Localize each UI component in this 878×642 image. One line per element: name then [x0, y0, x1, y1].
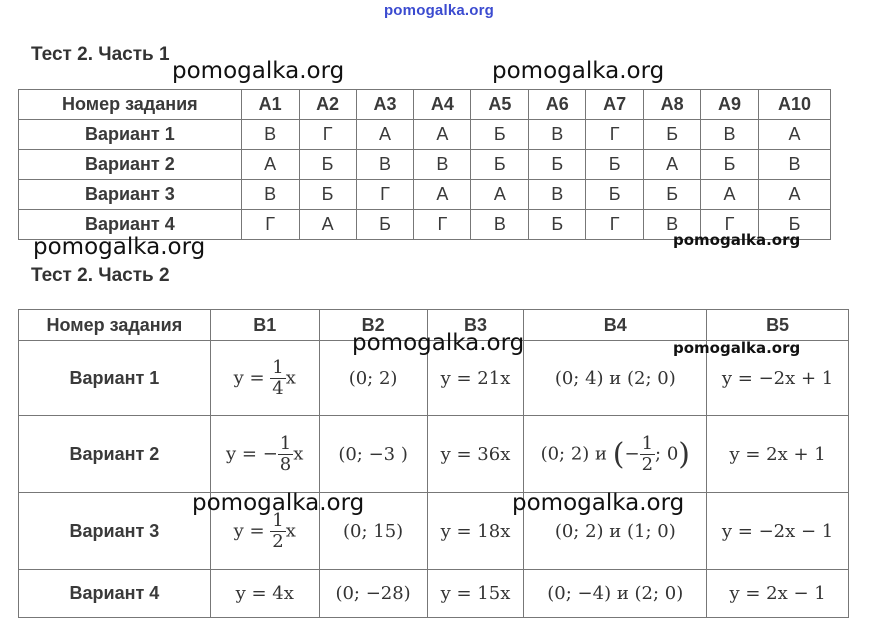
- point-tail: ; 0: [655, 443, 679, 464]
- top-watermark: pomogalka.org: [383, 2, 495, 19]
- open-paren: (: [612, 436, 625, 472]
- variant-label: Вариант 4: [19, 570, 211, 618]
- header-cell: B1: [210, 310, 319, 341]
- fraction-denominator: 2: [641, 453, 654, 475]
- watermark: pomogalka.org: [673, 339, 801, 357]
- variant-label: Вариант 3: [19, 180, 242, 210]
- header-cell: A2: [299, 90, 356, 120]
- answer-cell: В: [471, 210, 529, 240]
- answer-cell: Б: [586, 180, 644, 210]
- answer-cell: В: [701, 120, 759, 150]
- watermark: pomogalka.org: [172, 58, 345, 84]
- fraction-numerator: 1: [272, 509, 284, 531]
- header-cell: A9: [701, 90, 759, 120]
- answer-cell: В: [356, 150, 414, 180]
- fraction: [640, 434, 655, 475]
- answer-cell-b1: [210, 341, 319, 416]
- table-row: [19, 416, 849, 493]
- header-cell: B2: [319, 310, 427, 341]
- fraction-denominator: 4: [272, 377, 284, 399]
- point-text: (0; 2) и: [540, 443, 613, 464]
- table-row: [19, 180, 831, 210]
- answer-cell: В: [758, 150, 830, 180]
- header-cell: B5: [707, 310, 849, 341]
- answer-cell: А: [414, 120, 471, 150]
- watermark: pomogalka.org: [492, 58, 665, 84]
- answer-cell-b4: (0; 2) и (1; 0): [524, 493, 707, 570]
- answer-cell: В: [414, 150, 471, 180]
- variant-label: Вариант 4: [19, 210, 242, 240]
- answer-cell: Б: [356, 210, 414, 240]
- answer-cell: Г: [701, 210, 759, 240]
- fraction-denominator: 2: [272, 530, 284, 552]
- equation-suffix: x: [293, 443, 304, 464]
- watermark: pomogalka.org: [512, 490, 685, 516]
- answer-cell-b3: y = 18x: [427, 493, 524, 570]
- answer-cell: Б: [471, 120, 529, 150]
- answer-cell-b5: y = 2x − 1: [707, 570, 849, 618]
- answer-cell-b3: y = 21x: [427, 341, 524, 416]
- variant-label: Вариант 2: [19, 150, 242, 180]
- answer-cell: Г: [586, 120, 644, 150]
- variant-label: Вариант 3: [19, 493, 211, 570]
- watermark: pomogalka.org: [33, 234, 206, 260]
- variant-label: Вариант 1: [19, 120, 242, 150]
- answer-cell-b5: y = 2x + 1: [707, 416, 849, 493]
- answer-cell: В: [529, 120, 586, 150]
- answer-cell: Г: [299, 120, 356, 150]
- answer-cell: В: [529, 180, 586, 210]
- header-cell: A7: [586, 90, 644, 120]
- fraction: [278, 434, 293, 475]
- answer-cell: А: [758, 180, 830, 210]
- equation-suffix: x: [285, 520, 296, 541]
- watermark: pomogalka.org: [192, 490, 365, 516]
- answer-cell-b1: y = 4x: [210, 570, 319, 618]
- answer-cell-b4: [524, 416, 707, 493]
- answer-cell: Г: [414, 210, 471, 240]
- answer-cell: А: [758, 120, 830, 150]
- answer-cell: Г: [356, 180, 414, 210]
- header-cell: A6: [529, 90, 586, 120]
- answer-cell: Б: [644, 180, 701, 210]
- answer-cell-b4: (0; −4) и (2; 0): [524, 570, 707, 618]
- answer-cell: А: [299, 210, 356, 240]
- answer-cell: А: [414, 180, 471, 210]
- answer-cell: Г: [241, 210, 299, 240]
- answer-cell: Б: [299, 150, 356, 180]
- answer-cell: А: [644, 150, 701, 180]
- header-cell: A10: [758, 90, 830, 120]
- answer-cell-b2: (0; 2): [319, 341, 427, 416]
- answer-cell: Б: [529, 210, 586, 240]
- header-cell: B3: [427, 310, 524, 341]
- table-row: [19, 570, 849, 618]
- answer-cell-b5: y = −2x + 1: [707, 341, 849, 416]
- answer-cell-b2: (0; −3 ): [319, 416, 427, 493]
- header-cell: B4: [524, 310, 707, 341]
- fraction-numerator: 1: [272, 356, 284, 378]
- equation-prefix: y =: [233, 520, 271, 541]
- fraction: [270, 511, 285, 552]
- watermark: pomogalka.org: [352, 330, 525, 356]
- answer-cell: Б: [471, 150, 529, 180]
- answer-cell-b4: (0; 4) и (2; 0): [524, 341, 707, 416]
- table-header-row: [19, 90, 831, 120]
- answer-cell: В: [241, 180, 299, 210]
- answer-cell-b5: y = −2x − 1: [707, 493, 849, 570]
- answer-cell: Б: [586, 150, 644, 180]
- equation-suffix: x: [285, 367, 296, 388]
- minus-sign: −: [624, 443, 640, 464]
- table-row: [19, 150, 831, 180]
- header-cell: A4: [414, 90, 471, 120]
- watermark: pomogalka.org: [673, 231, 801, 249]
- answer-cell: Б: [529, 150, 586, 180]
- header-cell: A1: [241, 90, 299, 120]
- fraction: [270, 358, 285, 399]
- part1-title: Тест 2. Часть 1: [31, 44, 170, 65]
- variant-label: Вариант 2: [19, 416, 211, 493]
- answer-cell: А: [701, 180, 759, 210]
- answer-cell: В: [644, 210, 701, 240]
- answer-cell: А: [241, 150, 299, 180]
- answer-cell: В: [241, 120, 299, 150]
- table-row: [19, 493, 849, 570]
- header-cell: A5: [471, 90, 529, 120]
- header-cell: Номер задания: [19, 90, 242, 120]
- header-cell: A8: [644, 90, 701, 120]
- answer-cell-b2: (0; 15): [319, 493, 427, 570]
- header-cell: Номер задания: [19, 310, 211, 341]
- answer-cell: Б: [758, 210, 830, 240]
- answer-cell: А: [471, 180, 529, 210]
- table-row: [19, 120, 831, 150]
- fraction-numerator: 1: [641, 432, 654, 454]
- equation-prefix: y = −: [226, 443, 278, 464]
- answer-cell-b3: y = 15x: [427, 570, 524, 618]
- answer-cell-b1: [210, 416, 319, 493]
- close-paren: ): [678, 436, 690, 472]
- answer-cell: Г: [586, 210, 644, 240]
- answer-cell: Б: [644, 120, 701, 150]
- fraction-numerator: 1: [279, 432, 292, 454]
- answer-cell-b3: y = 36x: [427, 416, 524, 493]
- variant-label: Вариант 1: [19, 341, 211, 416]
- part1-table: [18, 89, 831, 240]
- answer-cell: А: [356, 120, 414, 150]
- answer-cell-b2: (0; −28): [319, 570, 427, 618]
- answer-cell: Б: [701, 150, 759, 180]
- fraction-denominator: 8: [279, 453, 292, 475]
- header-cell: A3: [356, 90, 414, 120]
- equation-prefix: y =: [233, 367, 271, 388]
- answer-cell: Б: [299, 180, 356, 210]
- part2-title: Тест 2. Часть 2: [31, 265, 170, 286]
